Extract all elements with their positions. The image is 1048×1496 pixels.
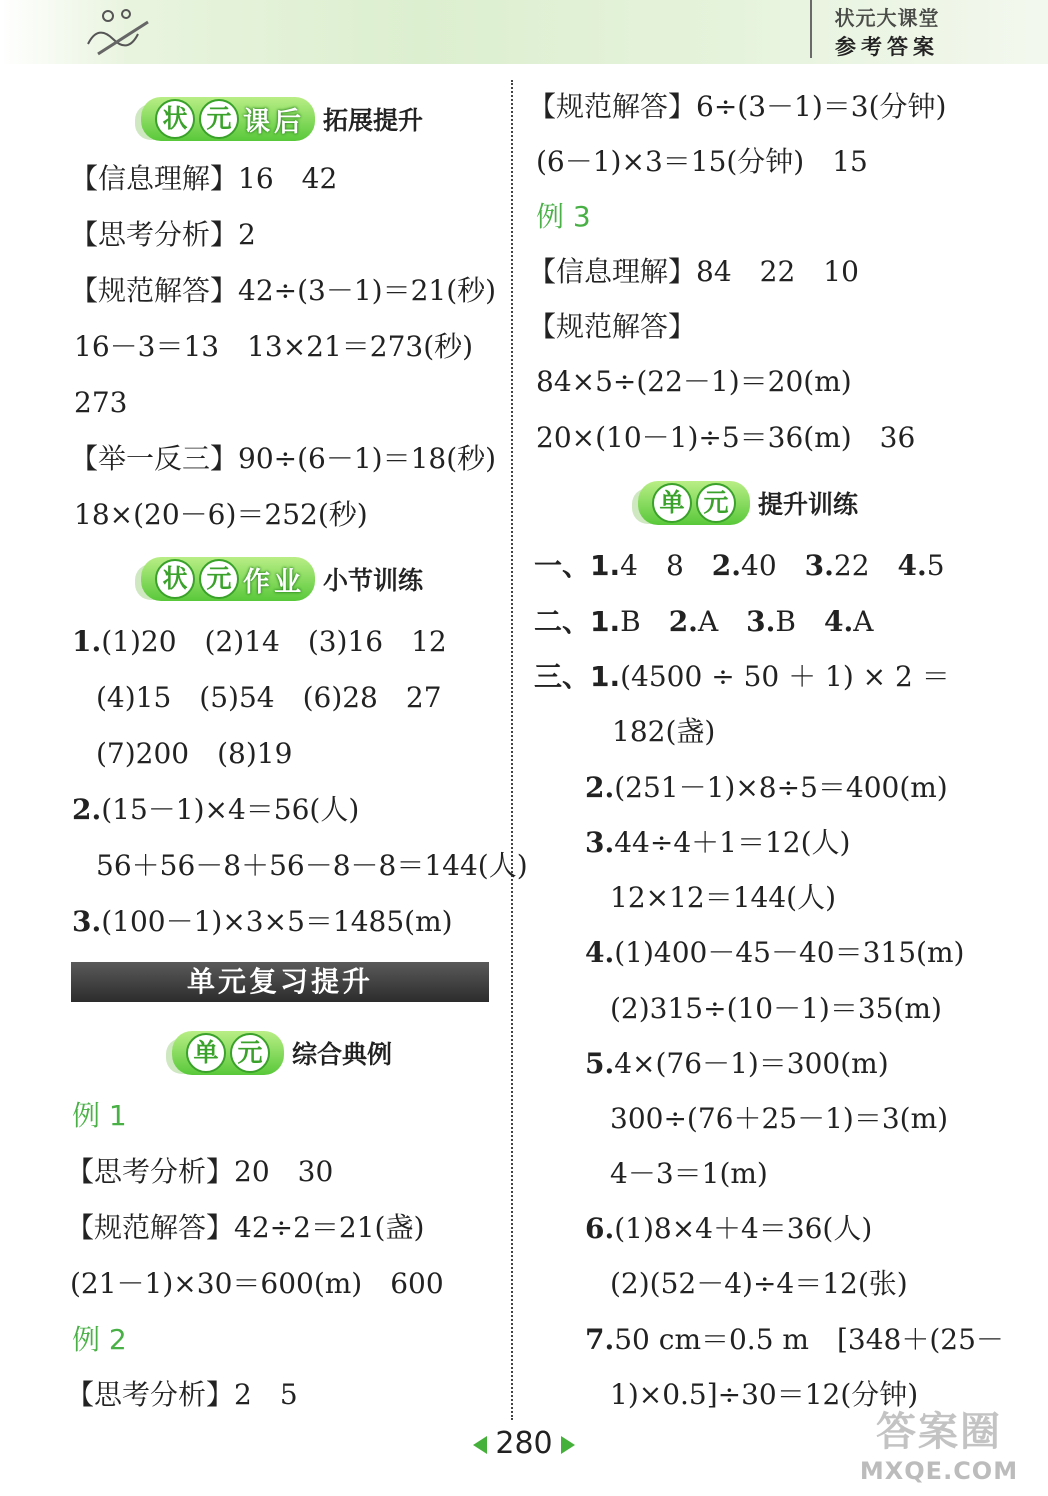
answer-line: 【规范解答】42÷(3－1)＝21(秒) — [70, 274, 497, 307]
section-badge: 状 元 课 后 — [141, 97, 315, 141]
example-label: 例 3 — [536, 200, 591, 233]
doodle-icon — [78, 4, 168, 60]
column-divider — [511, 80, 513, 1420]
answer-line: 3.(100－1)×3×5＝1485(m) — [72, 905, 453, 938]
answer-line: 【思考分析】2 — [70, 218, 256, 251]
section-header-homework — [72, 556, 492, 602]
answer-line: 273 — [74, 386, 128, 419]
answer-line: 6.(1)8×4＋4＝36(人) — [585, 1212, 873, 1245]
unit-review-banner: 单元复习提升 — [71, 962, 489, 1002]
answer-line: 【规范解答】6÷(3－1)＝3(分钟) — [528, 90, 947, 123]
answer-line: 【举一反三】90÷(6－1)＝18(秒) — [70, 442, 497, 475]
arrow-left-icon — [473, 1436, 487, 1454]
header-section: 参考答案 — [835, 35, 939, 59]
example-label: 例 2 — [72, 1323, 127, 1356]
section-title: 拓展提升 — [322, 106, 423, 135]
section-header-training — [533, 480, 963, 526]
section-header-examples — [72, 1030, 492, 1076]
answer-line: 20×(10－1)÷5＝36(m) 36 — [536, 421, 916, 454]
answer-line: (4)15 (5)54 (6)28 27 — [96, 681, 442, 714]
answer-line: (7)200 (8)19 — [96, 737, 293, 770]
answer-line: 4.(1)400－45－40＝315(m) — [585, 936, 965, 969]
header-title-box — [810, 0, 962, 58]
answer-line: 182(盏) — [612, 715, 716, 748]
answer-line: (2)(52－4)÷4＝12(张) — [610, 1267, 908, 1300]
answer-line: 2.(15－1)×4＝56(人) — [72, 793, 360, 826]
answer-line: 【思考分析】20 30 — [66, 1155, 334, 1188]
page-number: 280 — [0, 1426, 1048, 1461]
answer-line: 二、1.B 2.A 3.B 4.A — [534, 605, 874, 638]
section-title: 小节训练 — [322, 566, 423, 595]
answer-line: 18×(20－6)＝252(秒) — [74, 498, 368, 531]
answer-line: 84×5÷(22－1)＝20(m) — [536, 365, 852, 398]
section-badge: 单 元 — [638, 481, 750, 525]
answer-line: 5.4×(76－1)＝300(m) — [585, 1047, 889, 1080]
watermark-logo: 答案圈 MXQE.COM — [859, 1409, 1019, 1485]
header-brand: 状元大课堂 — [834, 6, 940, 30]
section-header-after-class — [72, 96, 492, 142]
answer-line: (6－1)×3＝15(分钟) 15 — [536, 145, 868, 178]
answer-line: 1)×0.5]÷30＝12(分钟) — [610, 1378, 919, 1411]
answer-line: 4－3＝1(m) — [610, 1157, 768, 1190]
section-title: 提升训练 — [757, 490, 858, 519]
section-badge: 单 元 — [172, 1031, 284, 1075]
answer-line: 3.44÷4＋1＝12(人) — [585, 826, 851, 859]
arrow-right-icon — [561, 1436, 575, 1454]
answer-line: 12×12＝144(人) — [610, 881, 837, 914]
example-label: 例 1 — [72, 1099, 127, 1132]
answer-line: 1.(1)20 (2)14 (3)16 12 — [72, 625, 447, 658]
answer-line: (21－1)×30＝600(m) 600 — [70, 1267, 444, 1300]
answer-line: 一、1.4 8 2.40 3.22 4.5 — [534, 549, 945, 582]
top-banner — [0, 0, 1048, 64]
answer-line: 7.50 cm＝0.5 m [348＋(25－ — [585, 1323, 1004, 1356]
section-badge: 状 元 作 业 — [141, 557, 315, 601]
answer-line: (2)315÷(10－1)＝35(m) — [610, 992, 942, 1025]
answer-line: 16－3＝13 13×21＝273(秒) — [74, 330, 474, 363]
answer-line: 【信息理解】84 22 10 — [528, 255, 859, 288]
answer-line: 300÷(76＋25－1)＝3(m) — [610, 1102, 949, 1135]
answer-line: 【信息理解】16 42 — [70, 162, 338, 195]
answer-line: 【规范解答】 — [528, 310, 697, 343]
section-title: 综合典例 — [291, 1040, 392, 1069]
answer-line: 2.(251－1)×8÷5＝400(m) — [585, 771, 948, 804]
answer-line: 三、1.(4500 ÷ 50 ＋ 1) × 2 ＝ — [534, 660, 950, 693]
answer-line: 【规范解答】42÷2＝21(盏) — [66, 1211, 425, 1244]
answer-line: 【思考分析】2 5 — [66, 1378, 298, 1411]
answer-line: 56＋56－8＋56－8－8＝144(人) — [96, 849, 528, 882]
